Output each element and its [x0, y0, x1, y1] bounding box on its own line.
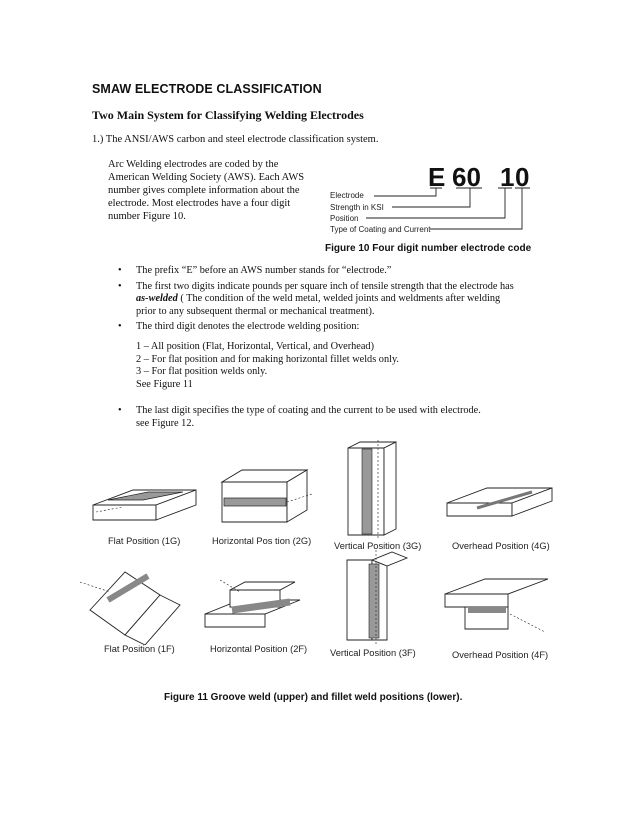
paragraph-line: Arc Welding electrodes are coded by the: [108, 159, 279, 170]
flat-fillet-illustration: [80, 560, 190, 645]
caption-2f: Horizontal Position (2F): [210, 644, 308, 654]
vertical-fillet-illustration: [342, 550, 412, 645]
paragraph-line: electrode. Most electrodes have a four digit: [108, 198, 291, 209]
caption-3g: Vertical Position (3G): [334, 541, 422, 551]
bullet-list: [112, 265, 552, 337]
caption-2g: Horizontal Pos tion (2G): [212, 536, 312, 546]
code-strength: 60: [452, 162, 481, 192]
label-position: Position: [330, 214, 359, 223]
position-item: 2 – For flat position and for making horizontal fillet welds only.: [136, 353, 400, 365]
paragraph-line: number Figure 10.: [108, 211, 186, 222]
coating-line: The last digit specifies the type of coating and the current to be used with electrode.: [136, 405, 481, 416]
horizontal-fillet-illustration: [200, 572, 310, 637]
overhead-fillet-illustration: [440, 574, 555, 639]
flat-groove-illustration: [88, 470, 203, 530]
caption-4g: Overhead Position (4G): [452, 541, 550, 551]
intro-line: 1.) The ANSI/AWS carbon and steel electrode classification system.: [92, 134, 379, 145]
overhead-groove-illustration: [442, 478, 557, 533]
label-strength: Strength in KSI: [330, 203, 384, 212]
code-position: 1: [500, 162, 515, 192]
caption-1g: Flat Position (1G): [108, 536, 181, 546]
paragraph-line: number gives complete information about the: [108, 185, 300, 196]
figure10-caption: Figure 10 Four digit number electrode code: [325, 243, 532, 254]
code-prefix: E: [428, 162, 446, 192]
bullet-coating: • The last digit specifies the type of coating and the current to be used with electrode. see Figure 12.: [112, 405, 552, 430]
figure11-caption: Figure 11 Groove weld (upper) and fillet weld positions (lower).: [164, 692, 463, 703]
see-figure-12: see Figure 12.: [136, 417, 195, 429]
see-figure-11: See Figure 11: [136, 378, 193, 390]
vertical-groove-illustration: [340, 440, 405, 540]
subheading: Two Main System for Classifying Welding Electrodes: [92, 108, 364, 122]
caption-3f: Vertical Position (3F): [330, 648, 416, 658]
section-heading: SMAW ELECTRODE CLASSIFICATION: [92, 82, 322, 96]
electrode-code-diagram: [330, 160, 540, 240]
code-coating: 0: [515, 162, 530, 192]
paragraph-line: American Welding Society (AWS). Each AWS: [108, 172, 305, 183]
bullet-prefix: • The prefix “E” before an AWS number stands for “electrode.”: [112, 265, 552, 278]
position-item: 1 – All position (Flat, Horizontal, Vertical, and Overhead): [136, 341, 375, 352]
bullet-position: • The third digit denotes the electrode welding position:: [112, 321, 552, 334]
position-item: 3 – For flat position welds only.: [136, 366, 268, 377]
bullet-tensile: • The first two digits indicate pounds per square inch of tensile strength that the electrode has as-welded ( The condition of the weld metal, welded joints and weldments after welding prior to any subsequent thermal or mechanical treatment).: [112, 281, 552, 319]
caption-1f: Flat Position (1F): [104, 644, 175, 654]
label-electrode: Electrode: [330, 191, 364, 200]
intro-paragraph: [108, 158, 323, 223]
label-coating: Type of Coating and Current: [330, 225, 431, 234]
horizontal-groove-illustration: [212, 462, 317, 534]
leader-position: [366, 188, 512, 218]
position-list: [136, 341, 399, 391]
leader-coating: [430, 188, 530, 229]
as-welded-term: as-welded: [136, 293, 178, 304]
caption-4f: Overhead Position (4F): [452, 650, 549, 660]
